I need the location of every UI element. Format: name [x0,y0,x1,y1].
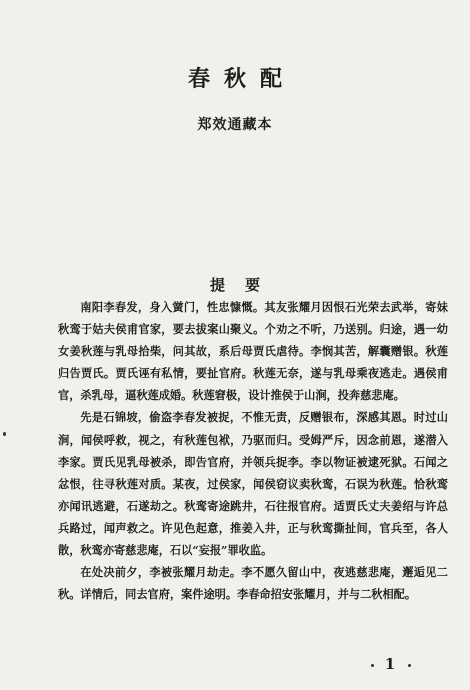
synopsis-paragraph-1: 南阳李春发，身入黉门，性忠慷慨。其友张耀月因恨石光荣去武举，寄妹秋鸾于姑夫侯甫官家，要去拔案山聚义。个劝之不听，乃送别。归途，遇一幼女姜秋莲与乳母拾柴，问其故，系后母贾氏虐待。李悯其苦，解囊赠银。秋莲归告贾氏。贾氏诬有私情，要扯官府。秋莲无奈，遂与乳母乘夜逃走。遇侯甫官，杀乳母，逼秋莲成婚。秋莲窘极，设计推侯于山涧，投奔慈悲庵。 [58,300,448,403]
section-heading: 提要 [209,276,280,294]
print-speck [3,432,6,436]
print-speck [408,664,411,667]
synopsis-paragraph-3: 在处决前夕，李被张耀月劫走。李不愿久留山中，夜逃慈悲庵，邂逅见二秋。详情后，同去官府，案件途明。李春命招安张耀月，并与二秋相配。 [58,565,448,602]
page-number-text: 1 [384,655,396,673]
synopsis-body [58,296,448,605]
print-speck [371,664,374,667]
play-title: 春秋配 [187,66,296,92]
edition-subtitle: 郑效通藏本 [197,117,273,133]
synopsis-paragraph-2: 先是石锦坡，偷盗李春发被捉，不惟无责，反赠银布，深感其恩。时过山涧，闻侯呼救，视之，有秋莲包袱，乃驱而归。受姆严斥，因念前恩，遂潜入李家。贾氏见乳母被杀，即告官府，并领兵捉李。李以物证被逮死狱。石闻之忿恨，往寻秋莲对质。某夜，过侯家，闻侯窃议卖秋鸾，石误为秋莲。恰秋鸾亦闻讯逃避，石遂劫之。秋鸾寄途跳井，石往报官府。适贾氏丈夫姜绍与许总兵路过，闻声救之。许见色起意，推姜入井，正与秋鸾撕扯间，官兵至，各人散，秋鸾亦寄慈悲庵，石以“妄报”罪收监。 [58,410,448,558]
page-number [360,655,420,673]
